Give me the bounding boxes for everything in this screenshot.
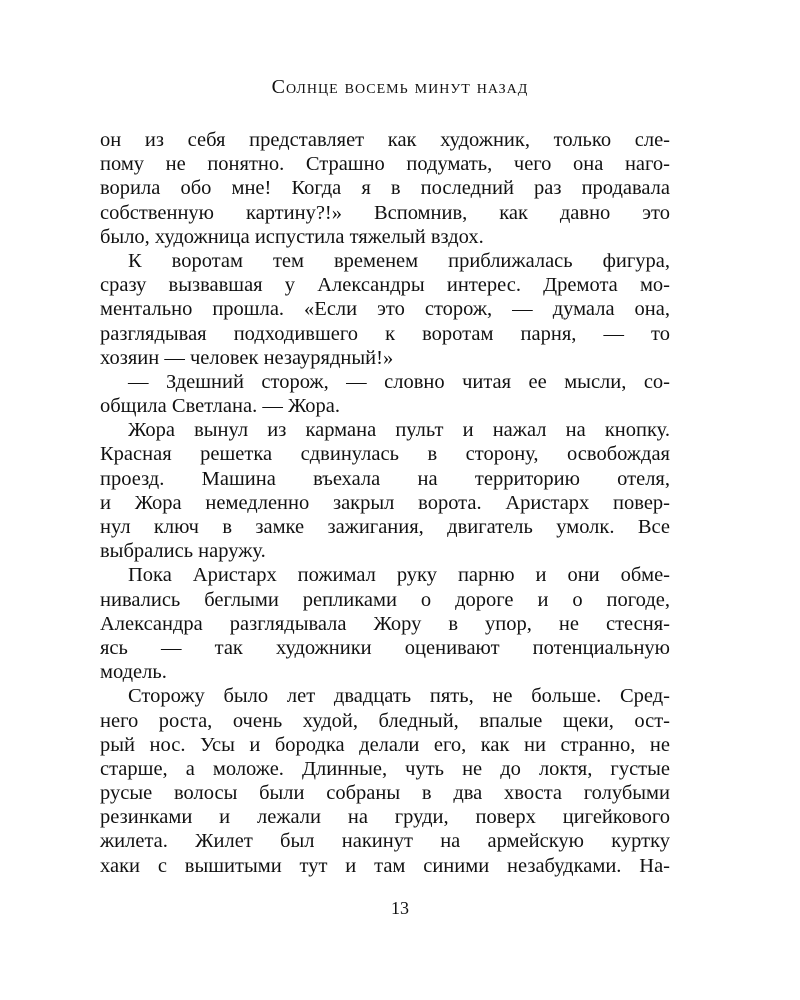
text-line: Сторожу было лет двадцать пять, не больше. Сред-: [128, 685, 670, 708]
text-line: он из себя представляет как художник, только сле-: [100, 129, 670, 151]
text-line: Пока Аристарх пожимал руку парню и они обме-: [128, 564, 670, 587]
text-line: — Здешний сторож, — словно читая ее мысли, со-: [128, 370, 670, 393]
text-line: хаки с вышитыми тут и там синими незабудками. На-: [100, 854, 670, 877]
text-line: и Жора немедленно закрыл ворота. Аристарх повер-: [100, 491, 670, 514]
text-line: хозяин — человек незаурядный!»: [100, 346, 394, 369]
text-line: ворила обо мне! Когда я в последний раз продавала: [100, 177, 670, 200]
running-head: Солнце восемь минут назад: [271, 76, 529, 98]
text-line: общила Светлана. — Жора.: [100, 395, 340, 418]
text-line: резинками и лежали на груди, поверх цигейкового: [100, 806, 670, 829]
text-line: нул ключ в замке зажигания, двигатель умолк. Все: [100, 516, 670, 538]
text-line: старше, а моложе. Длинные, чуть не до локтя, густые: [100, 757, 670, 780]
text-line: жилета. Жилет был накинут на армейскую куртку: [100, 830, 670, 853]
text-line: проезд. Машина въехала на территорию отеля,: [100, 467, 670, 490]
text-line: него роста, очень худой, бледный, впалые щеки, ост-: [100, 709, 670, 732]
text-line: разглядывая подходившего к воротам парня, — то: [100, 322, 670, 345]
text-line: сразу вызвавшая у Александры интерес. Дремота мо-: [100, 274, 670, 297]
text-line: Красная решетка сдвинулась в сторону, освобождая: [100, 443, 670, 466]
text-line: собственную картину?!» Вспомнив, как давно это: [100, 201, 670, 224]
page-number: 13: [391, 898, 409, 918]
text-line: нивались беглыми репликами о дороге и о погоде,: [100, 588, 670, 611]
text-line: модель.: [100, 661, 167, 684]
text-line: К воротам тем временем приближалась фигура,: [128, 249, 670, 272]
text-line: Жора вынул из кармана пульт и нажал на кнопку.: [128, 419, 670, 442]
text-line: было, художница испустила тяжелый вздох.: [100, 225, 484, 248]
text-line: ясь — так художники оценивают потенциальную: [100, 636, 670, 659]
text-line: ментально прошла. «Если это сторож, — думала она,: [100, 298, 670, 321]
text-line: пому не понятно. Страшно подумать, чего она наго-: [100, 153, 670, 176]
text-line: русые волосы были собраны в два хвоста голубыми: [100, 782, 670, 805]
text-line: Александра разглядывала Жору в упор, не стесня-: [100, 612, 670, 635]
body-text: [100, 128, 670, 878]
text-line: рый нос. Усы и бородка делали его, как ни странно, не: [100, 733, 670, 756]
text-line: выбрались наружу.: [100, 540, 266, 563]
